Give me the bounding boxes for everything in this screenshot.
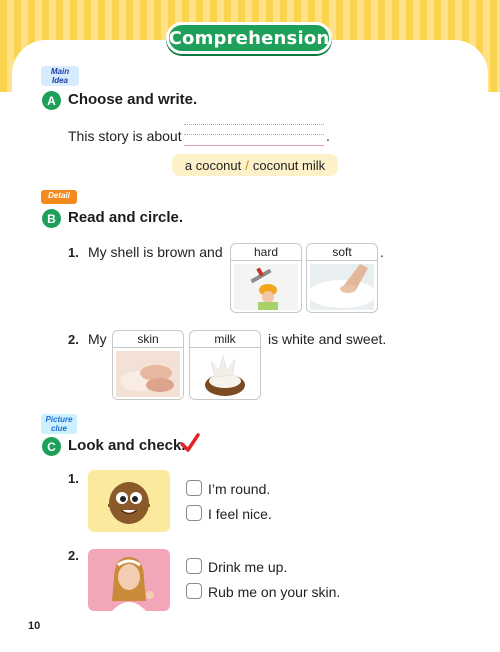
- checkbox-drink-me-up[interactable]: [186, 558, 202, 574]
- page-title: Comprehension: [166, 22, 332, 54]
- girl-headband-image: [88, 549, 170, 611]
- checkbox-rub-me-on-skin[interactable]: [186, 583, 202, 599]
- choice-coconut-milk[interactable]: coconut milk: [252, 157, 326, 173]
- option-milk-card[interactable]: [189, 330, 261, 400]
- section-b-letter: B: [42, 209, 61, 228]
- write-guide-mid: [184, 134, 324, 135]
- item-b1-period: .: [380, 244, 384, 260]
- item-b2-text: My: [88, 331, 107, 347]
- coconut-milk-splash-image: [193, 351, 257, 397]
- option-i-feel-nice: I feel nice.: [208, 506, 272, 522]
- choice-separator: /: [245, 157, 249, 173]
- picture-clue-badge: Picture clue: [41, 414, 77, 434]
- item-b1-text: My shell is brown and: [88, 244, 223, 260]
- coconut-character-image: [88, 470, 170, 532]
- item-c2-number: 2.: [68, 548, 79, 563]
- option-skin-label: skin: [113, 331, 183, 348]
- item-b2-text-after: is white and sweet.: [268, 331, 387, 347]
- option-skin-card[interactable]: [112, 330, 184, 400]
- section-b-title: Read and circle.: [68, 209, 184, 226]
- section-c-letter: C: [42, 437, 61, 456]
- option-soft-card[interactable]: [306, 243, 378, 313]
- baby-feet-image: [116, 351, 180, 397]
- item-c1-number: 1.: [68, 471, 79, 486]
- write-guide-top: [184, 124, 324, 125]
- period: .: [326, 128, 330, 144]
- checkbox-i-feel-nice[interactable]: [186, 505, 202, 521]
- red-check-icon: [180, 433, 200, 453]
- checkbox-im-round[interactable]: [186, 480, 202, 496]
- section-a-prompt: This story is about: [68, 128, 182, 144]
- item-b2-number: 2.: [68, 332, 79, 347]
- page-number: 10: [28, 620, 41, 632]
- section-a-title: Choose and write.: [68, 91, 198, 108]
- option-hard-label: hard: [231, 244, 301, 261]
- section-c-title: Look and check.: [68, 437, 186, 454]
- option-rub-me-on-skin: Rub me on your skin.: [208, 584, 341, 600]
- section-a-letter: A: [42, 91, 61, 110]
- choice-a-coconut[interactable]: a coconut: [184, 157, 242, 173]
- word-choice-box: [172, 154, 338, 176]
- option-drink-me-up: Drink me up.: [208, 559, 288, 575]
- hammer-helmet-image: [234, 264, 298, 310]
- option-milk-label: milk: [190, 331, 260, 348]
- option-hard-card[interactable]: [230, 243, 302, 313]
- option-im-round: I’m round.: [208, 481, 271, 497]
- hand-on-pillow-image: [310, 264, 374, 310]
- main-idea-badge: Main Idea: [41, 66, 79, 86]
- item-b1-number: 1.: [68, 245, 79, 260]
- detail-badge: Detail: [41, 190, 77, 204]
- option-soft-label: soft: [307, 244, 377, 261]
- answer-line[interactable]: [184, 145, 324, 146]
